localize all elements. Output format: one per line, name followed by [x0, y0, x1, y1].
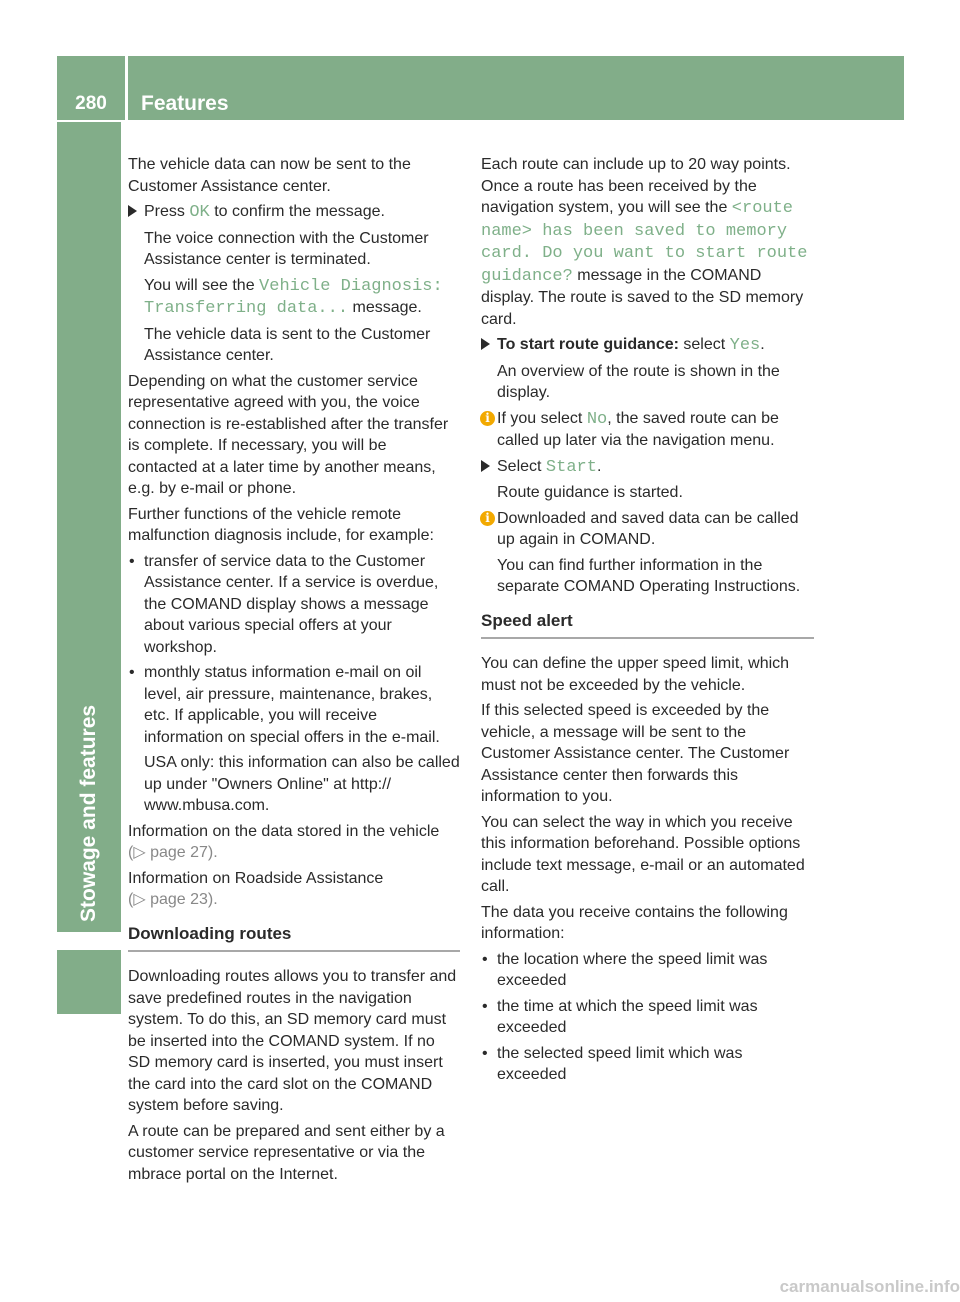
paragraph: You can define the upper speed limit, which must not be exceeded by the vehicle. [481, 655, 790, 694]
paragraph: Downloading routes allows you to transfer and save predefined routes in the navigation system. To do this, an SD memory card must be inserted into the COMAND system. If no SD memory card is inserted, you must insert the card into the card slot on the COMAND system before saving. [128, 968, 457, 1114]
paragraph: Each route can include up to 20 way points. Once a route has been received by the navigation system, you will see the <route name> has been saved to memory card. Do you want to start route guidance? message in the COMAND display. The route is saved to the SD memory card. [481, 156, 808, 328]
right-column [481, 154, 814, 1090]
side-tab-marker [57, 950, 121, 1014]
step-result: An overview of the route is shown in the display. [497, 362, 780, 401]
paragraph: If this selected speed is exceeded by the vehicle, a message will be sent to the Customer Assistance center. The Customer Assistance center then forwards this information to you. [481, 702, 790, 805]
header-divider [125, 56, 128, 120]
bullet-icon: • [482, 997, 488, 1015]
page-reference-link[interactable]: (▷ page 27). [128, 844, 218, 861]
instruction-step: Select Start. [481, 456, 814, 479]
step-result: The vehicle data is sent to the Customer Assistance center. [144, 325, 431, 364]
section-title: Features [141, 92, 229, 115]
info-note-continued: You can find further information in the separate COMAND Operating Instructions. [497, 556, 801, 595]
list-item: • the selected speed limit which was exceeded [482, 1044, 743, 1083]
bullet-icon: • [482, 950, 488, 968]
bullet-icon: • [129, 664, 135, 681]
side-tab [57, 122, 121, 932]
side-tab-title: Stowage and features [77, 704, 100, 922]
paragraph: Further functions of the vehicle remote malfunction diagnosis include, for example: [128, 505, 434, 544]
info-icon: i [480, 411, 495, 426]
instruction-step: To start route guidance: select Yes. [481, 334, 814, 357]
bullet-icon: • [482, 1044, 488, 1062]
info-note: i If you select No, the saved route can be called up later via the navigation menu. [481, 408, 814, 452]
display-text: Vehicle Diagnosis: Transferring data... [144, 276, 443, 318]
display-text: Yes [729, 336, 761, 355]
display-text: OK [189, 203, 210, 222]
paragraph: Depending on what the customer service representative agreed with you, the voice connection is re-established after the transfer is complete. If necessary, you will be contacted at a later time by another means, e.g. by e-mail or phone. [128, 372, 449, 497]
step-result: Route guidance is started. [497, 484, 683, 501]
watermark: carmanualsonline.info [779, 1277, 960, 1296]
left-column [128, 154, 460, 1189]
instruction-step: Press OK to confirm the message. [128, 201, 460, 224]
paragraph: A route can be prepared and sent either by a customer service representative or via the mbrace portal on the Internet. [128, 1122, 445, 1183]
page-reference-link[interactable]: (▷ page 23). [128, 891, 218, 908]
paragraph: Information on Roadside Assistance (▷ page 23). [128, 869, 384, 908]
display-text: <route name> has been saved to memory card. Do you want to start route guidance? [481, 199, 808, 286]
paragraph: The vehicle data can now be sent to the Customer Assistance center. [128, 156, 411, 195]
step-result: You will see the Vehicle Diagnosis: Transferring data... message. [144, 276, 443, 318]
paragraph: Information on the data stored in the vehicle (▷ page 27). [128, 822, 440, 861]
list-note: USA only: this information can also be called up under "Owners Online" at http:// www.mbusa.com. [144, 754, 460, 814]
info-note: i Downloaded and saved data can be called up again in COMAND. [481, 508, 814, 551]
arrow-icon [128, 205, 137, 217]
section-heading: Downloading routes [128, 923, 460, 953]
arrow-icon [481, 338, 490, 350]
section-heading: Speed alert [481, 610, 814, 640]
page-number: 280 [75, 93, 107, 114]
list-item: • monthly status information e-mail on oil level, air pressure, maintenance, brakes, etc. If applicable, you will receive information on special offers in the e-mail. [129, 664, 440, 746]
display-text: Start [545, 457, 597, 477]
paragraph: You can select the way in which you receive this information beforehand. Possible options include text message, e-mail or an automated call. [481, 813, 805, 895]
info-icon: i [480, 511, 495, 526]
step-result: The voice connection with the Customer Assistance center is terminated. [144, 229, 429, 268]
list-item: • the location where the speed limit was exceeded [482, 950, 768, 989]
list-item: • the time at which the speed limit was exceeded [482, 997, 758, 1036]
display-text: No [586, 409, 608, 429]
bullet-icon: • [129, 552, 135, 570]
arrow-icon [481, 460, 490, 472]
list-item: • transfer of service data to the Customer Assistance center. If a service is overdue, the COMAND display shows a message about various special offers at your workshop. [129, 552, 439, 656]
paragraph: The data you receive contains the following information: [481, 903, 788, 942]
